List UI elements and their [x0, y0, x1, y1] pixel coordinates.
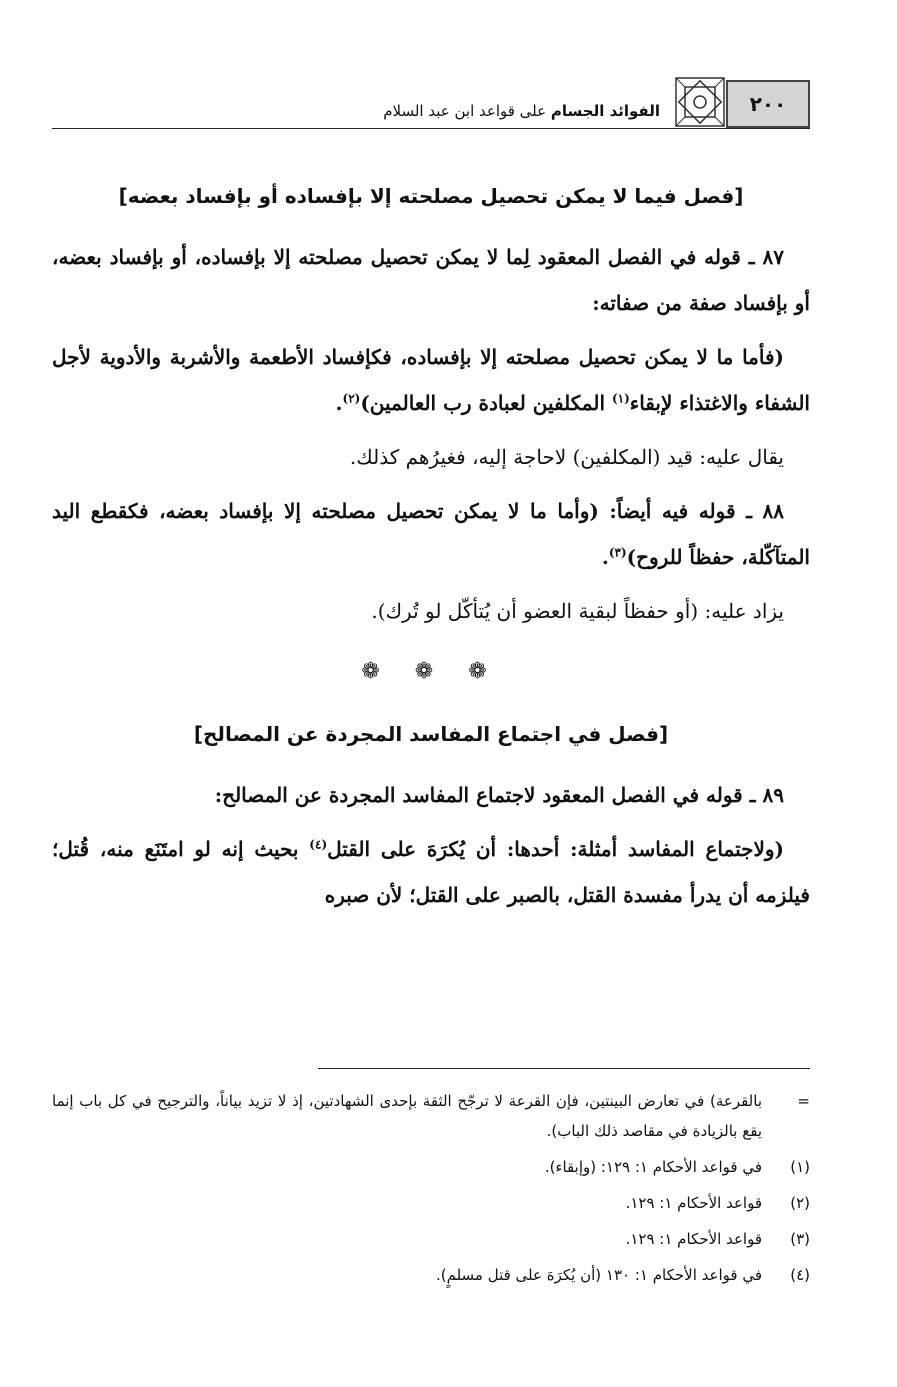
book-title-main: الفوائد الجسام [550, 102, 660, 120]
paragraph-88-end: . [601, 545, 609, 569]
footnote-ref-3[interactable]: (٣) [608, 545, 627, 560]
main-text [52, 172, 810, 926]
quote-89 [52, 826, 810, 918]
comment-88: يزاد عليه: (أو حفظاً لبقية العضو أن يُتأكّل لو تُرك). [371, 599, 784, 623]
footnote-mark: (١) [790, 1158, 810, 1176]
footnote-3 [52, 1224, 810, 1254]
footnote-mark: (٣) [790, 1230, 810, 1248]
paragraph-88 [52, 488, 810, 580]
footnote-text: قواعد الأحكام ١: ١٢٩. [625, 1194, 762, 1212]
footnote-rule [318, 1068, 810, 1069]
footnotes [52, 1086, 810, 1296]
section-heading-2: [فصل في اجتماع المفاسد المجردة عن المصالح] [193, 722, 669, 746]
footnote-4 [52, 1260, 810, 1290]
section-divider: ❁ ❁ ❁ [361, 659, 501, 684]
footnote-ref-4[interactable]: (٤) [309, 837, 328, 852]
footnote-ref-1[interactable]: (١) [611, 391, 630, 406]
quote-89-text-a: (ولاجتماع المفاسد أمثلة: أحدها: أن يُكرَهَ على القتل [327, 837, 784, 861]
footnote-text: في قواعد الأحكام ١: ١٢٩: (وإبقاء). [544, 1158, 762, 1176]
quote-89-text-b: بحيث إنه لو امتَنَع منه، قُتل؛ فيلزمه أن يدرأ مفسدة القتل، بالصبر على القتل؛ لأن صبره [52, 837, 810, 907]
footnote-mark: (٤) [790, 1266, 810, 1284]
quote-87-text-a: (فأما ما لا يمكن تحصيل مصلحته إلا بإفساده، فكإفساد الأطعمة والأشربة والأدوية لأجل الشفاء والاغتذاء لإبقاء [52, 345, 810, 415]
book-title-rest: على قواعد ابن عبد السلام [383, 102, 547, 120]
quote-87-text-b: المكلفين لعبادة رب العالمين) [360, 391, 612, 415]
page-number: ٢٠٠ [726, 80, 810, 128]
footnote-mark: (٢) [790, 1194, 810, 1212]
quote-87-end: . [335, 391, 343, 415]
comment-87: يقال عليه: قيد (المكلفين) لاحاجة إليه، فغيرُهم كذلك. [349, 445, 784, 469]
footnote-ref-2[interactable]: (٢) [342, 391, 361, 406]
footnote-1 [52, 1152, 810, 1182]
footnote-text: بالقرعة) في تعارض البينتين، فإن القرعة لا ترجّح الثقة بإحدى الشهادتين، إذ لا تزيد بياناً، والترجيح في كل باب إنما يقع بالزيادة في مقاصد ذلك الباب). [52, 1092, 762, 1140]
section-heading-1: [فصل فيما لا يمكن تحصيل مصلحته إلا بإفساده أو بإفساد بعضه] [118, 184, 744, 208]
footnote-mark: = [797, 1092, 810, 1110]
paragraph-87: ٨٧ ـ قوله في الفصل المعقود لِما لا يمكن تحصيل مصلحته إلا بإفساده، أو بإفساد بعضه، أو بإفساد صفة من صفاته: [52, 245, 810, 315]
footnote-continuation [52, 1086, 810, 1146]
footnote-2 [52, 1188, 810, 1218]
header-rule [52, 128, 810, 129]
running-header [52, 72, 810, 132]
book-title [383, 102, 660, 120]
paragraph-89: ٨٩ ـ قوله في الفصل المعقود لاجتماع المفاسد المجردة عن المصالح: [214, 783, 784, 807]
star-ornament-icon [674, 76, 726, 128]
quote-87 [52, 334, 810, 426]
footnote-text: في قواعد الأحكام ١: ١٣٠ (أن يُكرَهَ على قتل مسلمٍ). [435, 1266, 762, 1284]
paragraph-88-text: ٨٨ ـ قوله فيه أيضاً: (وأما ما لا يمكن تحصيل مصلحته إلا بإفساد بعضه، فكقطع اليد المتآكّلة، حفظاً للروح) [52, 499, 810, 569]
footnote-text: قواعد الأحكام ١: ١٢٩. [625, 1230, 762, 1248]
